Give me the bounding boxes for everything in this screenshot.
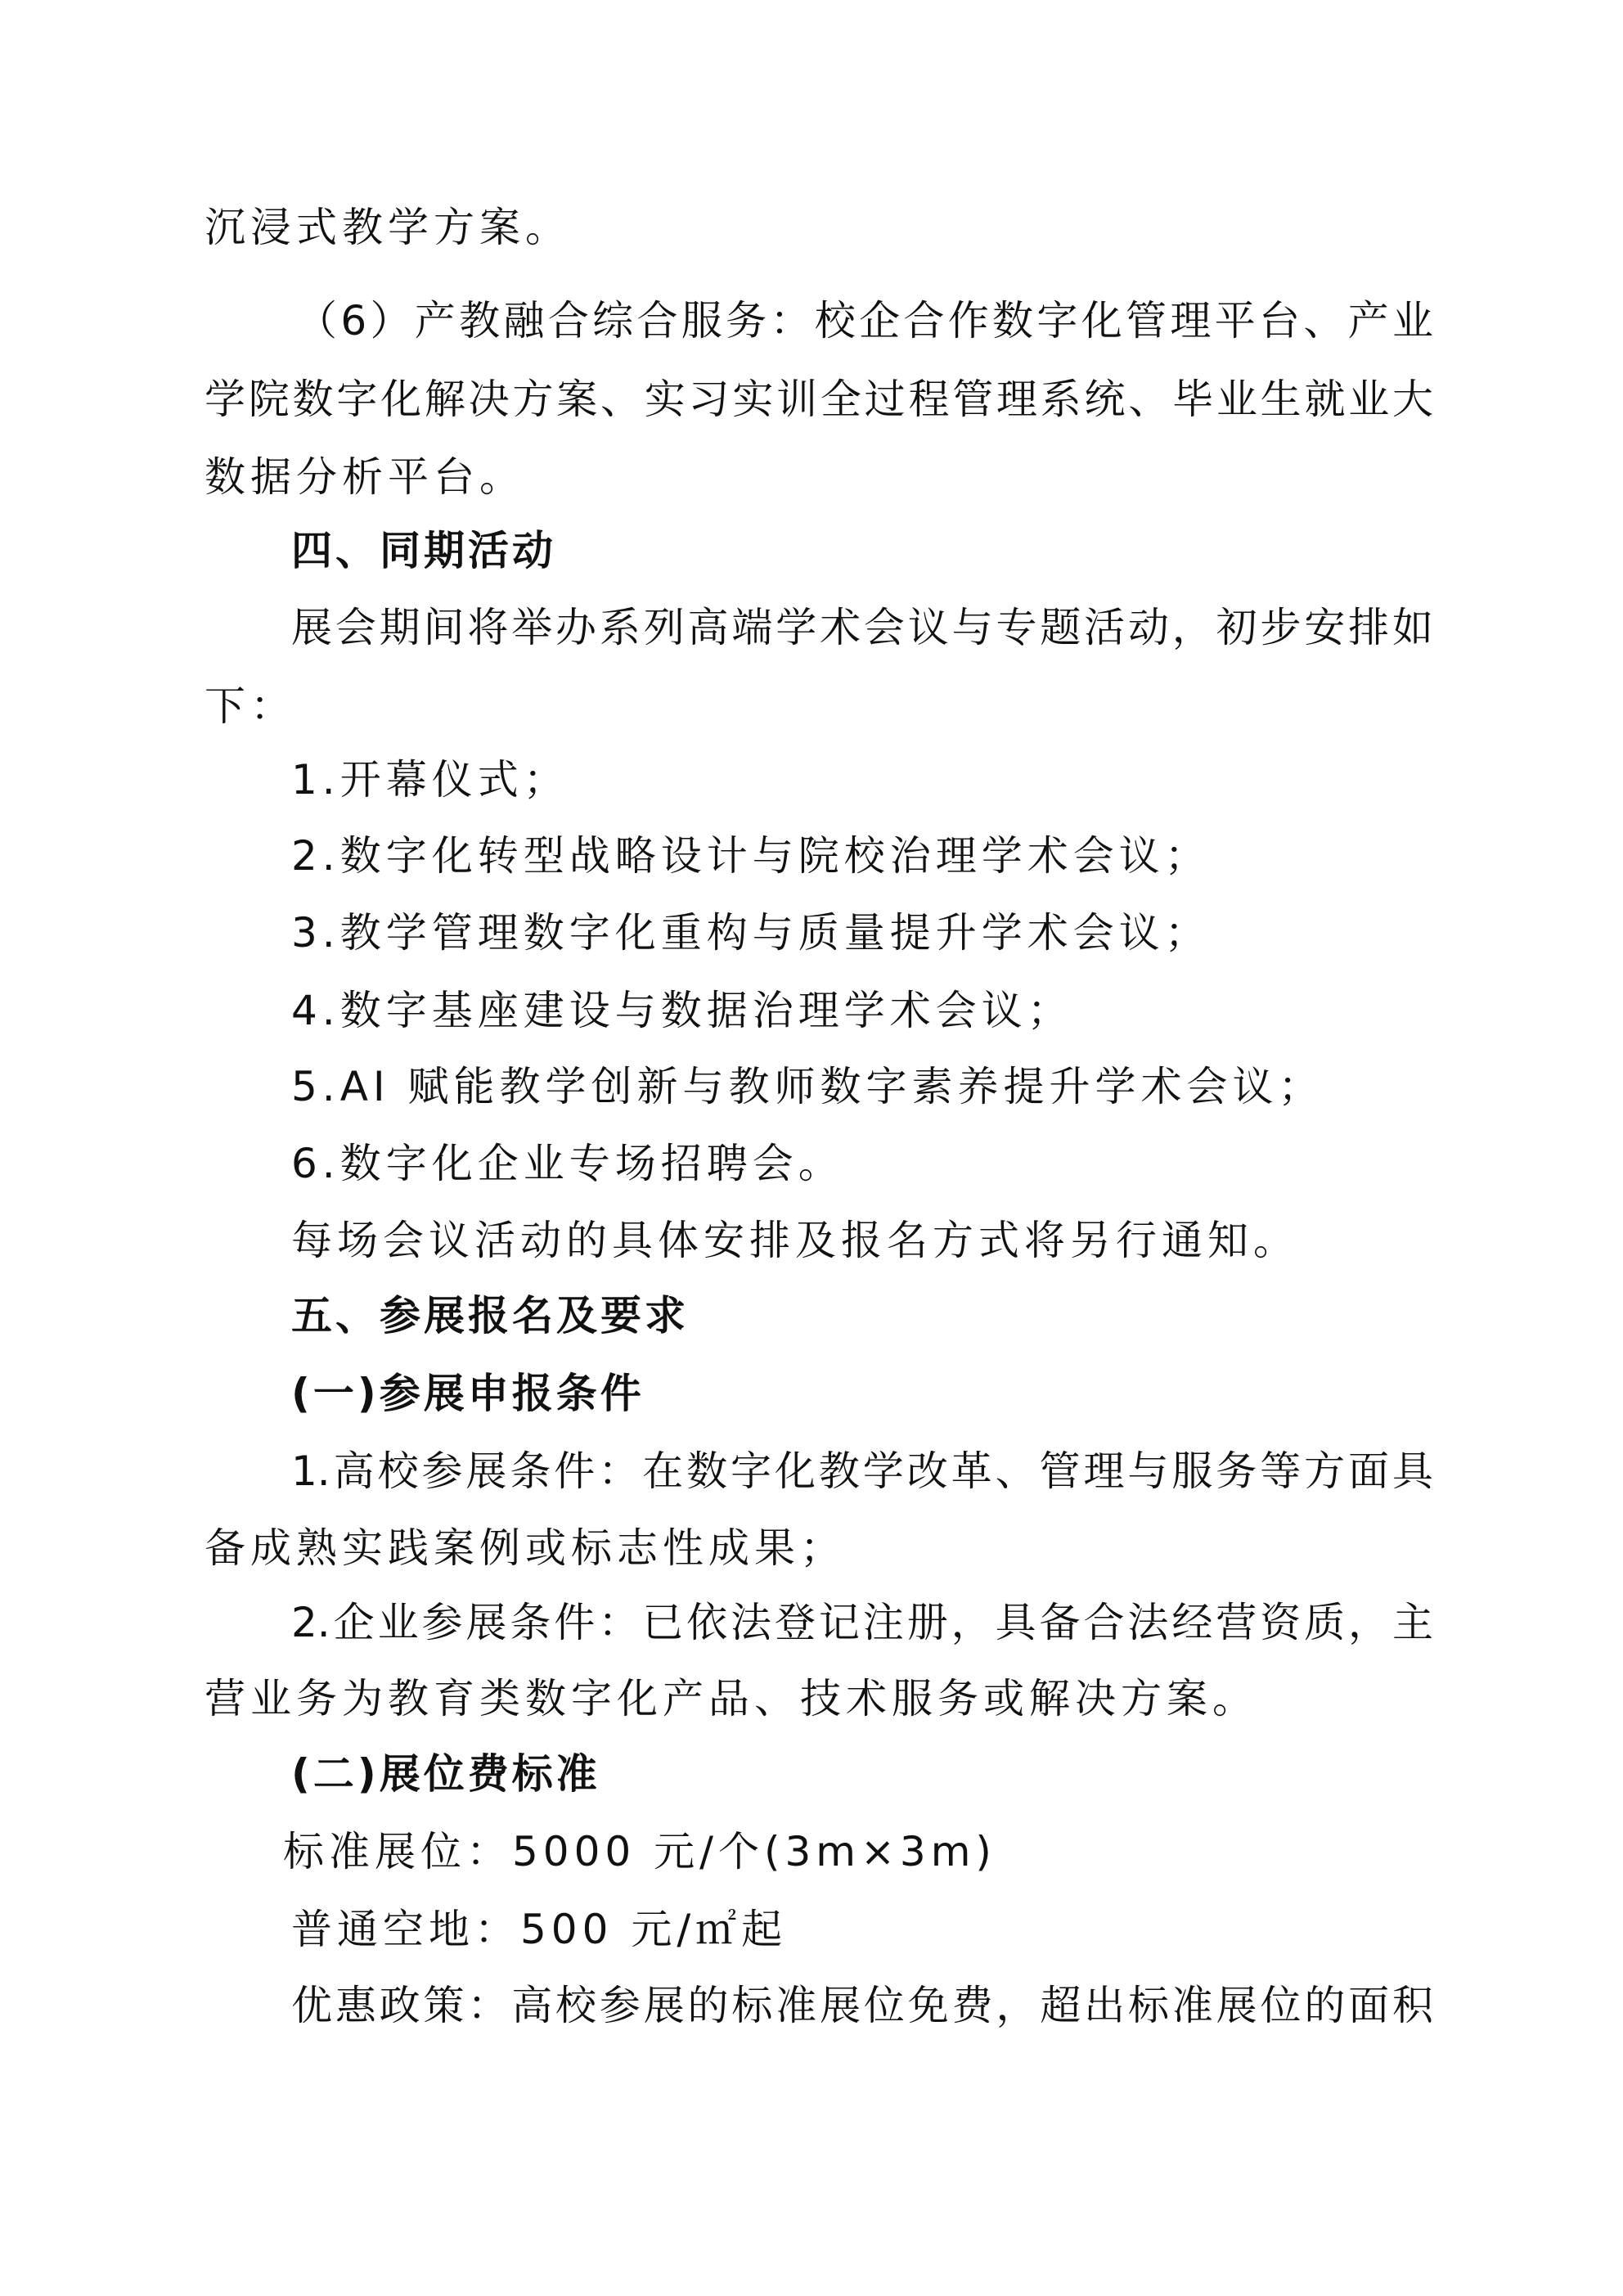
list-item: 4.数字基座建设与数据治理学术会议；: [291, 987, 1073, 1034]
section-heading: 四、同期活动: [291, 527, 556, 574]
paragraph-line: 2.企业参展条件：已依法登记注册，具备合法经营资质，主: [291, 1599, 1433, 1646]
list-item: 1.开幕仪式；: [291, 756, 569, 804]
list-item: 3.教学管理数字化重构与质量提升学术会议；: [291, 909, 1211, 957]
list-item: 2.数字化转型战略设计与院校治理学术会议；: [291, 832, 1211, 880]
fee-line: 普通空地：500 元/㎡起: [291, 1906, 788, 1953]
section-heading: 五、参展报名及要求: [291, 1292, 689, 1339]
paragraph-line: 每场会议活动的具体安排及报名方式将另行通知。: [291, 1217, 1299, 1264]
paragraph-line: 1.高校参展条件：在数字化教学改革、管理与服务等方面具: [291, 1447, 1433, 1495]
paragraph-line: （6）产教融合综合服务：校企合作数字化管理平台、产业: [296, 297, 1433, 344]
paragraph-line: 营业务为教育类数字化产品、技术服务或解决方案。: [205, 1675, 1258, 1722]
list-item: 5.AI 赋能教学创新与教师数字素养提升学术会议；: [291, 1063, 1324, 1110]
paragraph-line: 学院数字化解决方案、实习实训全过程管理系统、毕业生就业大: [205, 376, 1433, 423]
list-item: 6.数字化企业专场招聘会。: [291, 1140, 844, 1187]
paragraph-line: 备成熟实践案例或标志性成果；: [205, 1524, 846, 1572]
subsection-heading: (二)展位费标准: [291, 1750, 600, 1798]
paragraph-line: 沉浸式教学方案。: [205, 204, 571, 251]
paragraph-line: 数据分析平台。: [205, 453, 525, 501]
fee-line: 标准展位：5000 元/个(3m×3m): [283, 1828, 996, 1875]
subsection-heading: (一)参展申报条件: [291, 1370, 645, 1417]
paragraph-line: 优惠政策：高校参展的标准展位免费，超出标准展位的面积: [291, 1982, 1433, 2029]
paragraph-line: 展会期间将举办系列高端学术会议与专题活动，初步安排如: [291, 604, 1433, 651]
paragraph-line: 下：: [205, 682, 296, 730]
